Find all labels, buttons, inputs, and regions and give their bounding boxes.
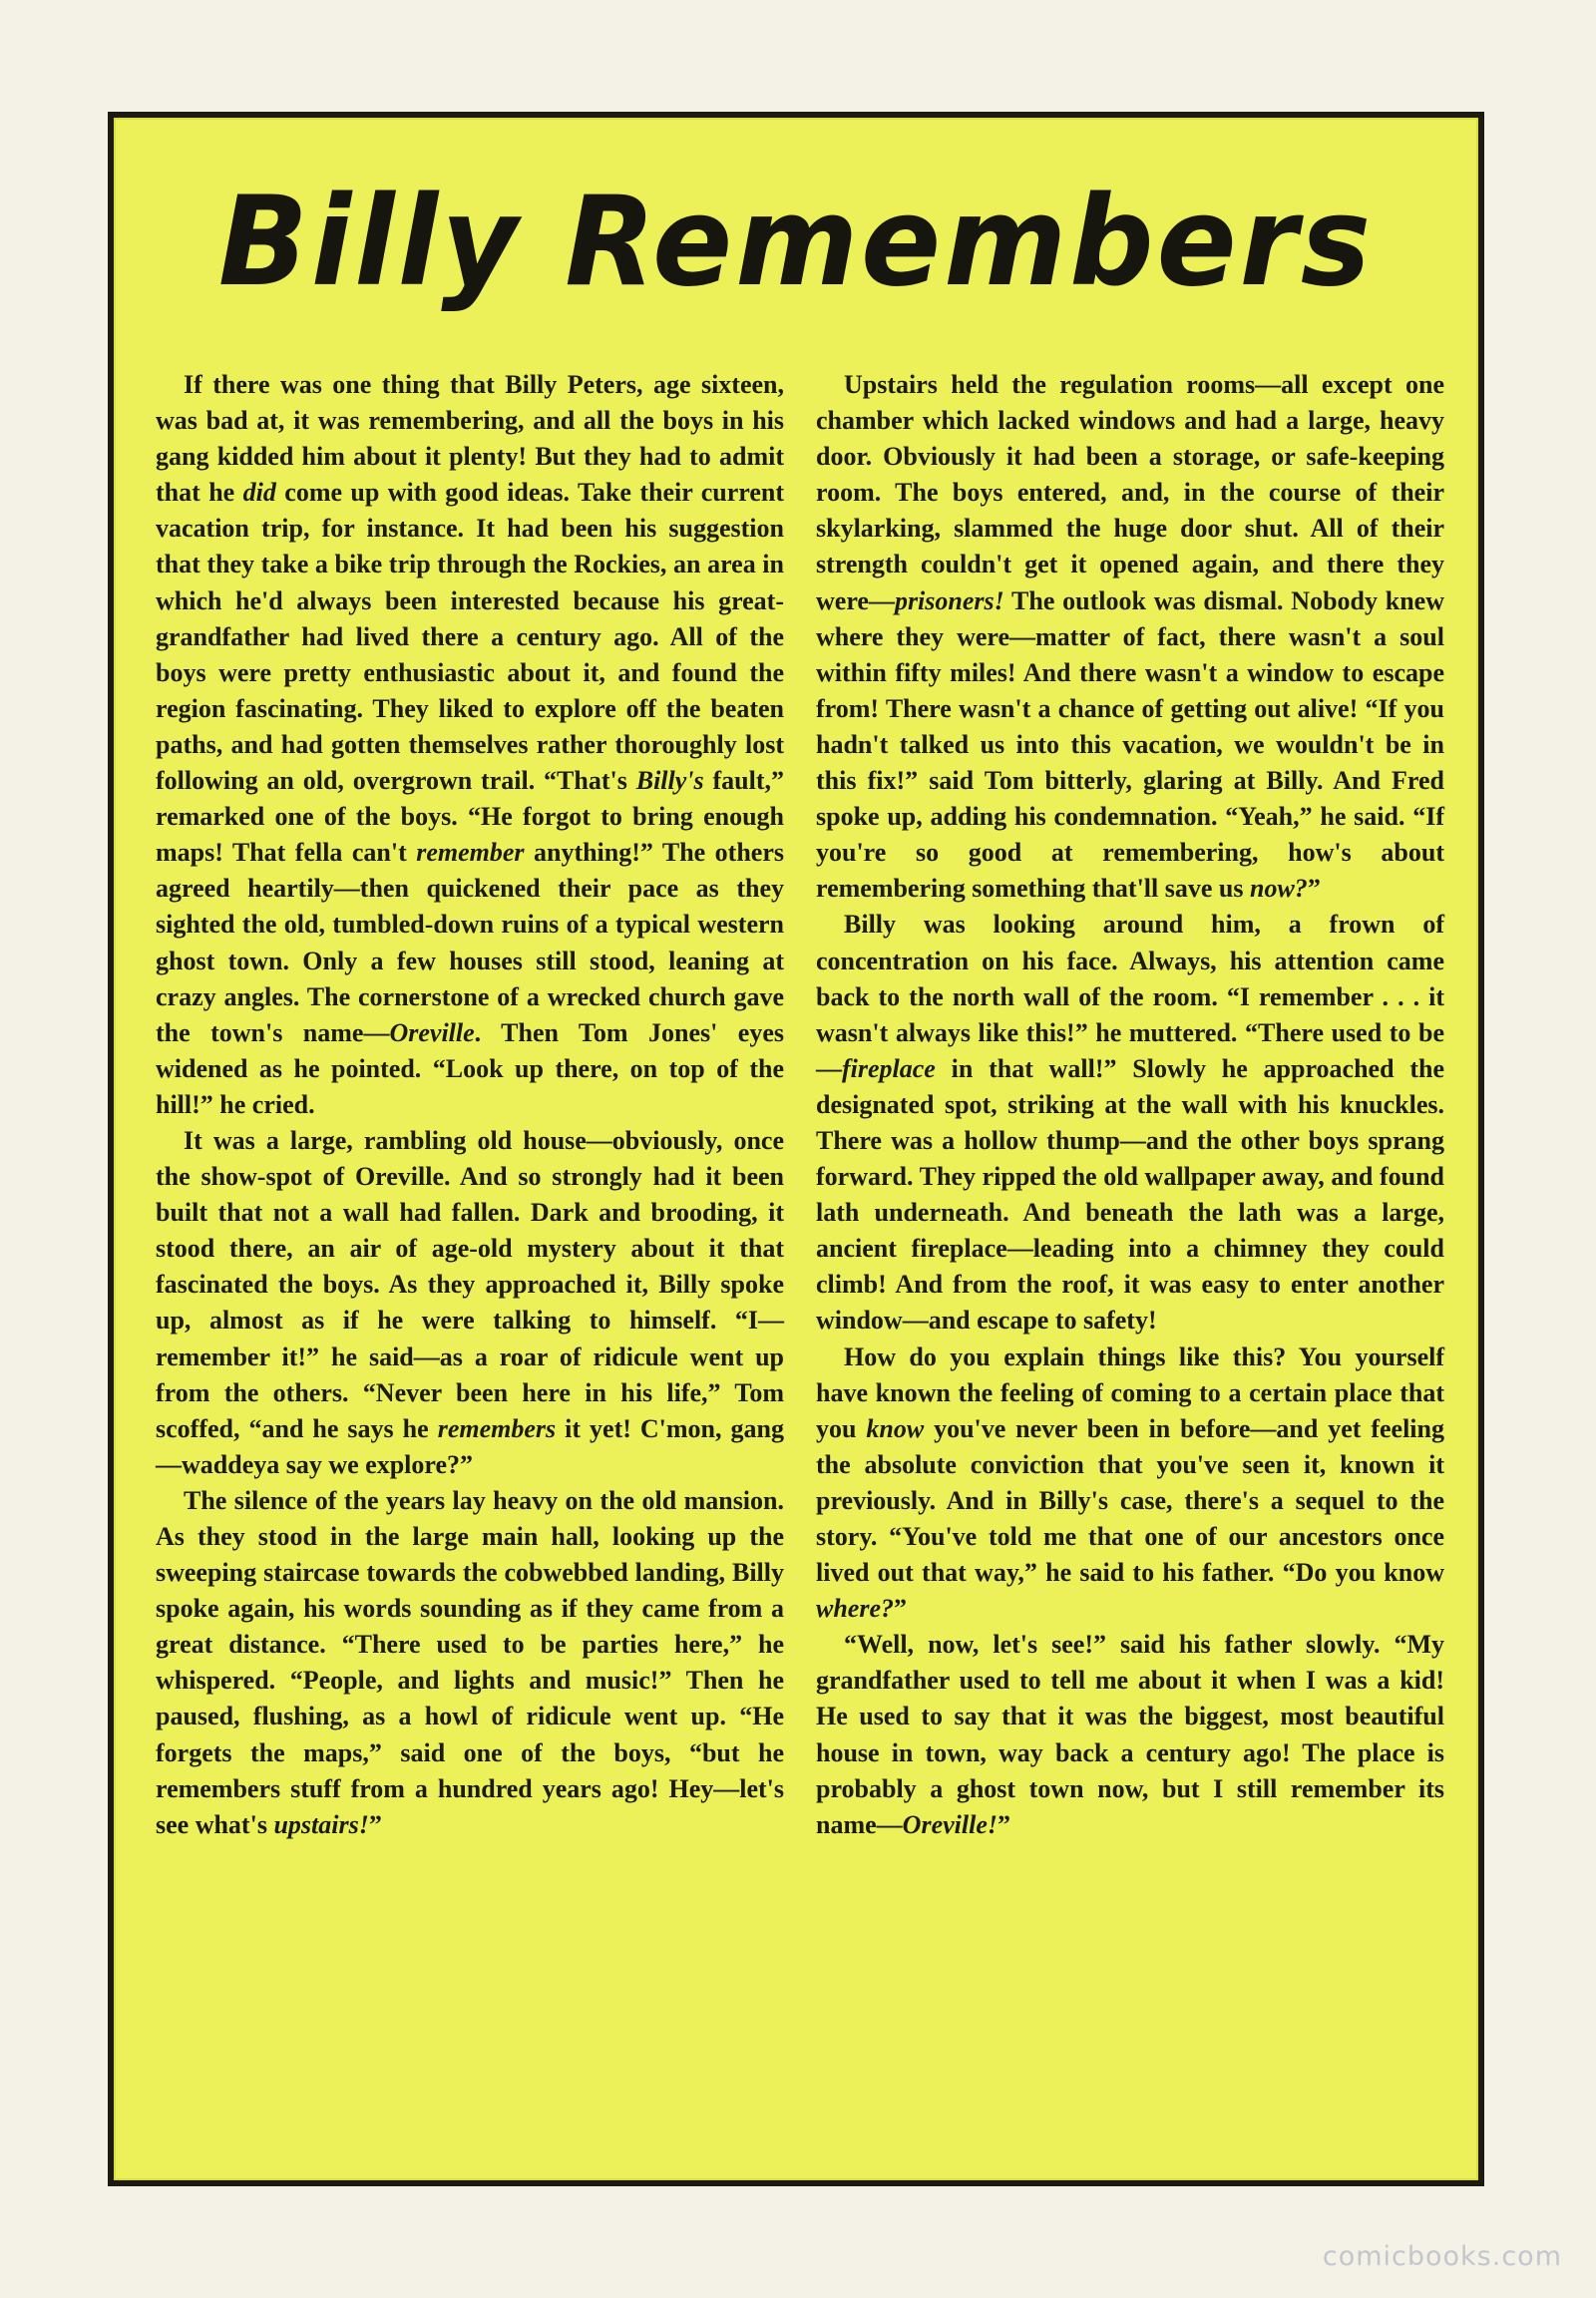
italic-run: remember: [416, 838, 525, 868]
text-run: ”: [894, 1594, 907, 1624]
italic-run: fireplace: [842, 1053, 936, 1083]
text-run: If there was one thing that Billy Peters, age sixteen, was bad at, it was remembering, and all the boys in his gang kidded him about it plenty! But they had to admit that he: [156, 370, 784, 508]
italic-run: Billy's: [635, 766, 704, 796]
text-run: Upstairs held the regulation rooms—all except one chamber which lacked windows and had a large, heavy door. Obviously it had been a storage, or safe-keeping room. The boys entered, and, in the course of their skylarking, slammed the huge door shut. All of their strength couldn't get it opened again, and there they were—: [816, 370, 1444, 615]
text-run: come up with good ideas. Take their current vacation trip, for instance. It had been his suggestion that they take a bike trip through the Rockies, an area in which he'd always been interested because his great-grandfather had lived there a century ago. All of the boys were pretty enthusiastic about it, and found the region fascinating. They liked to explore off the beaten paths, and had gotten themselves rather thoroughly lost following an old, overgrown trail. “That's: [156, 478, 784, 796]
story-title: Billy Remembers: [217, 169, 1375, 314]
text-run: “Well, now, let's see!” said his father slowly. “My grandfather used to tell me about it when I was a kid! He used to say that it was the biggest, most beautiful house in town, way back a century ago! The place is probably a ghost town now, but I still remember its name—: [816, 1630, 1444, 1839]
text-run: The outlook was dismal. Nobody knew where they were—matter of fact, there wasn't a soul within fifty miles! And there wasn't a window to escape from! There wasn't a chance of getting out alive! “If you hadn't talked us into this vacation, we wouldn't be in this fix!” said Tom bitterly, glaring at Billy. And Fred spoke up, adding his condemnation. “Yeah,” he said. “If you're so good at remembering, how's about remembering something that'll save us: [816, 585, 1444, 904]
italic-run: did: [242, 478, 276, 508]
site-watermark: comicbooks.com: [1322, 2241, 1562, 2272]
right-text-column: [816, 367, 1444, 1843]
paragraph: [156, 1483, 784, 1843]
story-panel: [108, 112, 1484, 2186]
italic-run: Oreville: [389, 1017, 475, 1047]
italic-run: remembers: [437, 1413, 557, 1443]
paragraph: [816, 367, 1444, 907]
text-run: it yet! C'mon, gang—waddeya say we explore?”: [156, 1413, 784, 1479]
text-run: in that wall!” Slowly he approached the designated spot, striking at the wall with his knuckles. There was a hollow thump—and the other boys sprang forward. They ripped the old wallpaper away, and found lath underneath. And beneath the lath was a large, ancient fireplace—leading into a chimney they could climb! And from the roof, it was easy to enter another window—and escape to safety!: [816, 1053, 1444, 1336]
paragraph: [156, 1123, 784, 1483]
text-run: . Then Tom Jones' eyes widened as he pointed. “Look up there, on top of the hill!” he cried.: [156, 1017, 784, 1119]
paragraph: [816, 1627, 1444, 1843]
italic-run: know: [866, 1413, 925, 1443]
italic-run: now?: [1250, 874, 1308, 904]
text-run: ”: [1307, 874, 1321, 904]
left-text-column: [156, 367, 784, 1843]
text-run: The silence of the years lay heavy on the old mansion. As they stood in the large main hall, looking up the sweeping staircase towards the cobwebbed landing, Billy spoke again, his words sounding as if they came from a great distance. “There used to be parties here,” he whispered. “People, and lights and music!” Then he paused, flushing, as a howl of ridicule went up. “He forgets the maps,” said one of the boys, “but he remembers stuff from a hundred years ago! Hey—let's see what's: [156, 1485, 784, 1839]
text-run: anything!” The others agreed heartily—then quickened their pace as they sighted the old, tumbled-down ruins of a typical western ghost town. Only a few houses still stood, leaning at crazy angles. The cornerstone of a wrecked church gave the town's name—: [156, 838, 784, 1047]
italic-run: prisoners!: [894, 585, 1004, 615]
italic-run: where?: [816, 1594, 894, 1624]
text-run: you've never been in before—and yet feeling the absolute conviction that you've seen it, known it previously. And in Billy's case, there's a sequel to the story. “You've told me that one of our ancestors once lived out that way,” he said to his father. “Do you know: [816, 1413, 1444, 1588]
text-run: ”: [368, 1809, 382, 1839]
paragraph: [816, 907, 1444, 1339]
text-run: Billy was looking around him, a frown of concentration on his face. Always, his attention came back to the north wall of the room. “I remember . . . it wasn't always like this!” he muttered. “There used to be—: [816, 910, 1444, 1083]
paragraph: [156, 367, 784, 1123]
text-run: It was a large, rambling old house—obviously, once the show-spot of Oreville. And so strongly had it been built that not a wall had fallen. Dark and brooding, it stood there, an air of age-old mystery about it that fascinated the boys. As they approached it, Billy spoke up, almost as if he were talking to himself. “I—remember it!” he said—as a roar of ridicule went up from the others. “Never been here in his life,” Tom scoffed, “and he says he: [156, 1125, 784, 1443]
italic-run: Oreville!: [902, 1809, 998, 1839]
italic-run: upstairs!: [273, 1809, 369, 1839]
text-run: ”: [997, 1809, 1010, 1839]
text-run: fault,” remarked one of the boys. “He forgot to bring enough maps! That fella can't: [156, 766, 785, 868]
text-run: How do you explain things like this? You yourself have known the feeling of coming to a certain place that you: [816, 1341, 1444, 1443]
paragraph: [816, 1340, 1444, 1628]
